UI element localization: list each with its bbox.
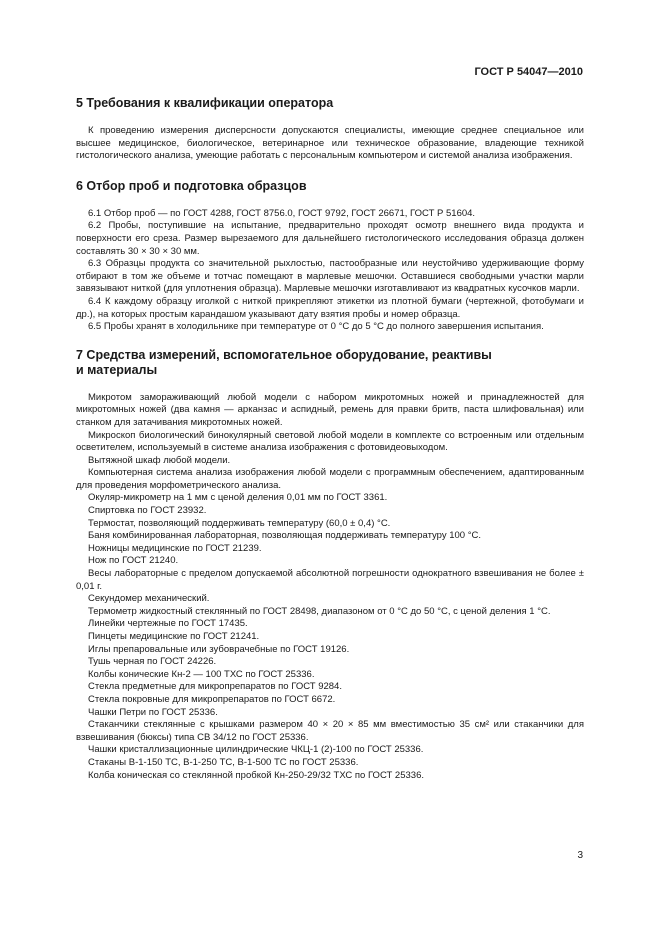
equipment-item: Микротом замораживающий любой модели с набором микротомных ножей и принадлежностей для микротомных ножей (два камня — арканзас и аспидный, ремень для правки бритв, паста шлифовальная) или станком для затачивания микротомных ножей.	[76, 391, 584, 428]
equipment-item: Тушь черная по ГОСТ 24226.	[88, 656, 217, 668]
equipment-item: Колбы конические Кн-2 — 100 ТХС по ГОСТ 25336.	[88, 668, 315, 680]
equipment-item: Термометр жидкостный стеклянный по ГОСТ 28498, диапазоном от 0 °С до 50 °С, с ценой деления 1 °С.	[88, 605, 551, 617]
equipment-item: Линейки чертежные по ГОСТ 17435.	[88, 618, 248, 630]
equipment-item: Компьютерная система анализа изображения любой модели с программным обеспечением, адаптированным для проведения морфометрического анализа.	[76, 467, 584, 491]
equipment-item: Баня комбинированная лабораторная, позволяющая поддерживать температуру 100 °С.	[88, 530, 482, 542]
document-body	[76, 96, 584, 782]
section-6-item: 6.4 К каждому образцу иголкой с ниткой прикрепляют этикетки из плотной бумаги (чертежной, фотобумаги и др.), на которых простым карандашом указывают дату взятия пробы и номер образца.	[76, 295, 584, 320]
equipment-item: Секундомер механический.	[88, 593, 210, 605]
equipment-item: Стаканы В-1-150 ТС, В-1-250 ТС, В-1-500 ТС по ГОСТ 25336.	[88, 756, 359, 768]
equipment-item: Колба коническая со стеклянной пробкой Кн-250-29/32 ТХС по ГОСТ 25336.	[88, 769, 424, 781]
equipment-item: Чашки кристаллизационные цилиндрические ЧКЦ-1 (2)-100 по ГОСТ 25336.	[88, 744, 424, 756]
section-6-item: 6.1 Отбор проб — по ГОСТ 4288, ГОСТ 8756.0, ГОСТ 9792, ГОСТ 26671, ГОСТ Р 51604.	[88, 207, 476, 219]
section-5-paragraph: К проведению измерения дисперсности допускаются специалисты, имеющие среднее специальное или высшее медицинское, биологическое, ветеринарное или техническое образование, владеющие техникой гистологического анализа, умеющие работать с персональным компьютером и системой анализа изображения.	[76, 125, 584, 162]
equipment-item: Нож по ГОСТ 21240.	[88, 555, 179, 567]
document-header-code: ГОСТ Р 54047—2010	[474, 66, 583, 78]
page-number: 3	[577, 850, 583, 861]
section-6-item: 6.2 Пробы, поступившие на испытание, предварительно проходят осмотр внешнего вида продукта и поверхности его среза. Размер вырезаемого для дальнейшего гистологического исследования образца должен составлять 30 × 30 × 30 мм.	[76, 220, 584, 257]
section-5-title: 5 Требования к квалификации оператора	[76, 96, 334, 110]
section-6-item: 6.3 Образцы продукта со значительной рыхлостью, пастообразные или неустойчиво удерживающие форму отбирают в том же объеме и тотчас помещают в марлевые мешочки. Оставшиеся свободными участки марли завязывают ниткой (для уплотнения образца). Марлевые мешочки изготавливают из квадратных кусочков марли.	[76, 258, 584, 295]
equipment-item: Стаканчики стеклянные с крышками размером 40 × 20 × 85 мм вместимостью 35 см² или стаканчики для взвешивания (бюксы) типа СВ 34/12 по ГОСТ 25336.	[76, 719, 584, 743]
equipment-item: Микроскоп биологический бинокулярный световой любой модели в комплекте со встроенным или отдельным осветителем, используемый в системе анализа изображения с фотовидеовыходом.	[76, 429, 584, 454]
equipment-item: Окуляр-микрометр на 1 мм с ценой деления 0,01 мм по ГОСТ 3361.	[88, 492, 388, 504]
section-6-title: 6 Отбор проб и подготовка образцов	[76, 178, 307, 193]
section-7-title-line2: и материалы	[76, 362, 158, 377]
equipment-item: Стекла предметные для микропрепаратов по ГОСТ 9284.	[88, 681, 342, 693]
section-6-item: 6.5 Пробы хранят в холодильнике при температуре от 0 °С до 5 °С до полного завершения испытания.	[88, 321, 544, 333]
equipment-item: Термостат, позволяющий поддерживать температуру (60,0 ± 0,4) °С.	[88, 517, 391, 529]
equipment-item: Иглы препаровальные или зубоврачебные по ГОСТ 19126.	[88, 643, 350, 655]
equipment-item: Вытяжной шкаф любой модели.	[88, 454, 231, 466]
equipment-item: Спиртовка по ГОСТ 23932.	[88, 505, 207, 517]
equipment-item: Ножницы медицинские по ГОСТ 21239.	[88, 542, 262, 554]
equipment-item: Весы лабораторные с пределом допускаемой абсолютной погрешности однократного взвешивания не более ± 0,01 г.	[76, 568, 584, 592]
equipment-item: Пинцеты медицинские по ГОСТ 21241.	[88, 631, 260, 642]
section-7-title	[76, 348, 584, 378]
section-7-title-line1: 7 Средства измерений, вспомогательное оборудование, реактивы	[76, 347, 492, 362]
equipment-item: Чашки Петри по ГОСТ 25336.	[88, 706, 218, 718]
equipment-item: Стекла покровные для микропрепаратов по ГОСТ 6672.	[88, 693, 336, 705]
